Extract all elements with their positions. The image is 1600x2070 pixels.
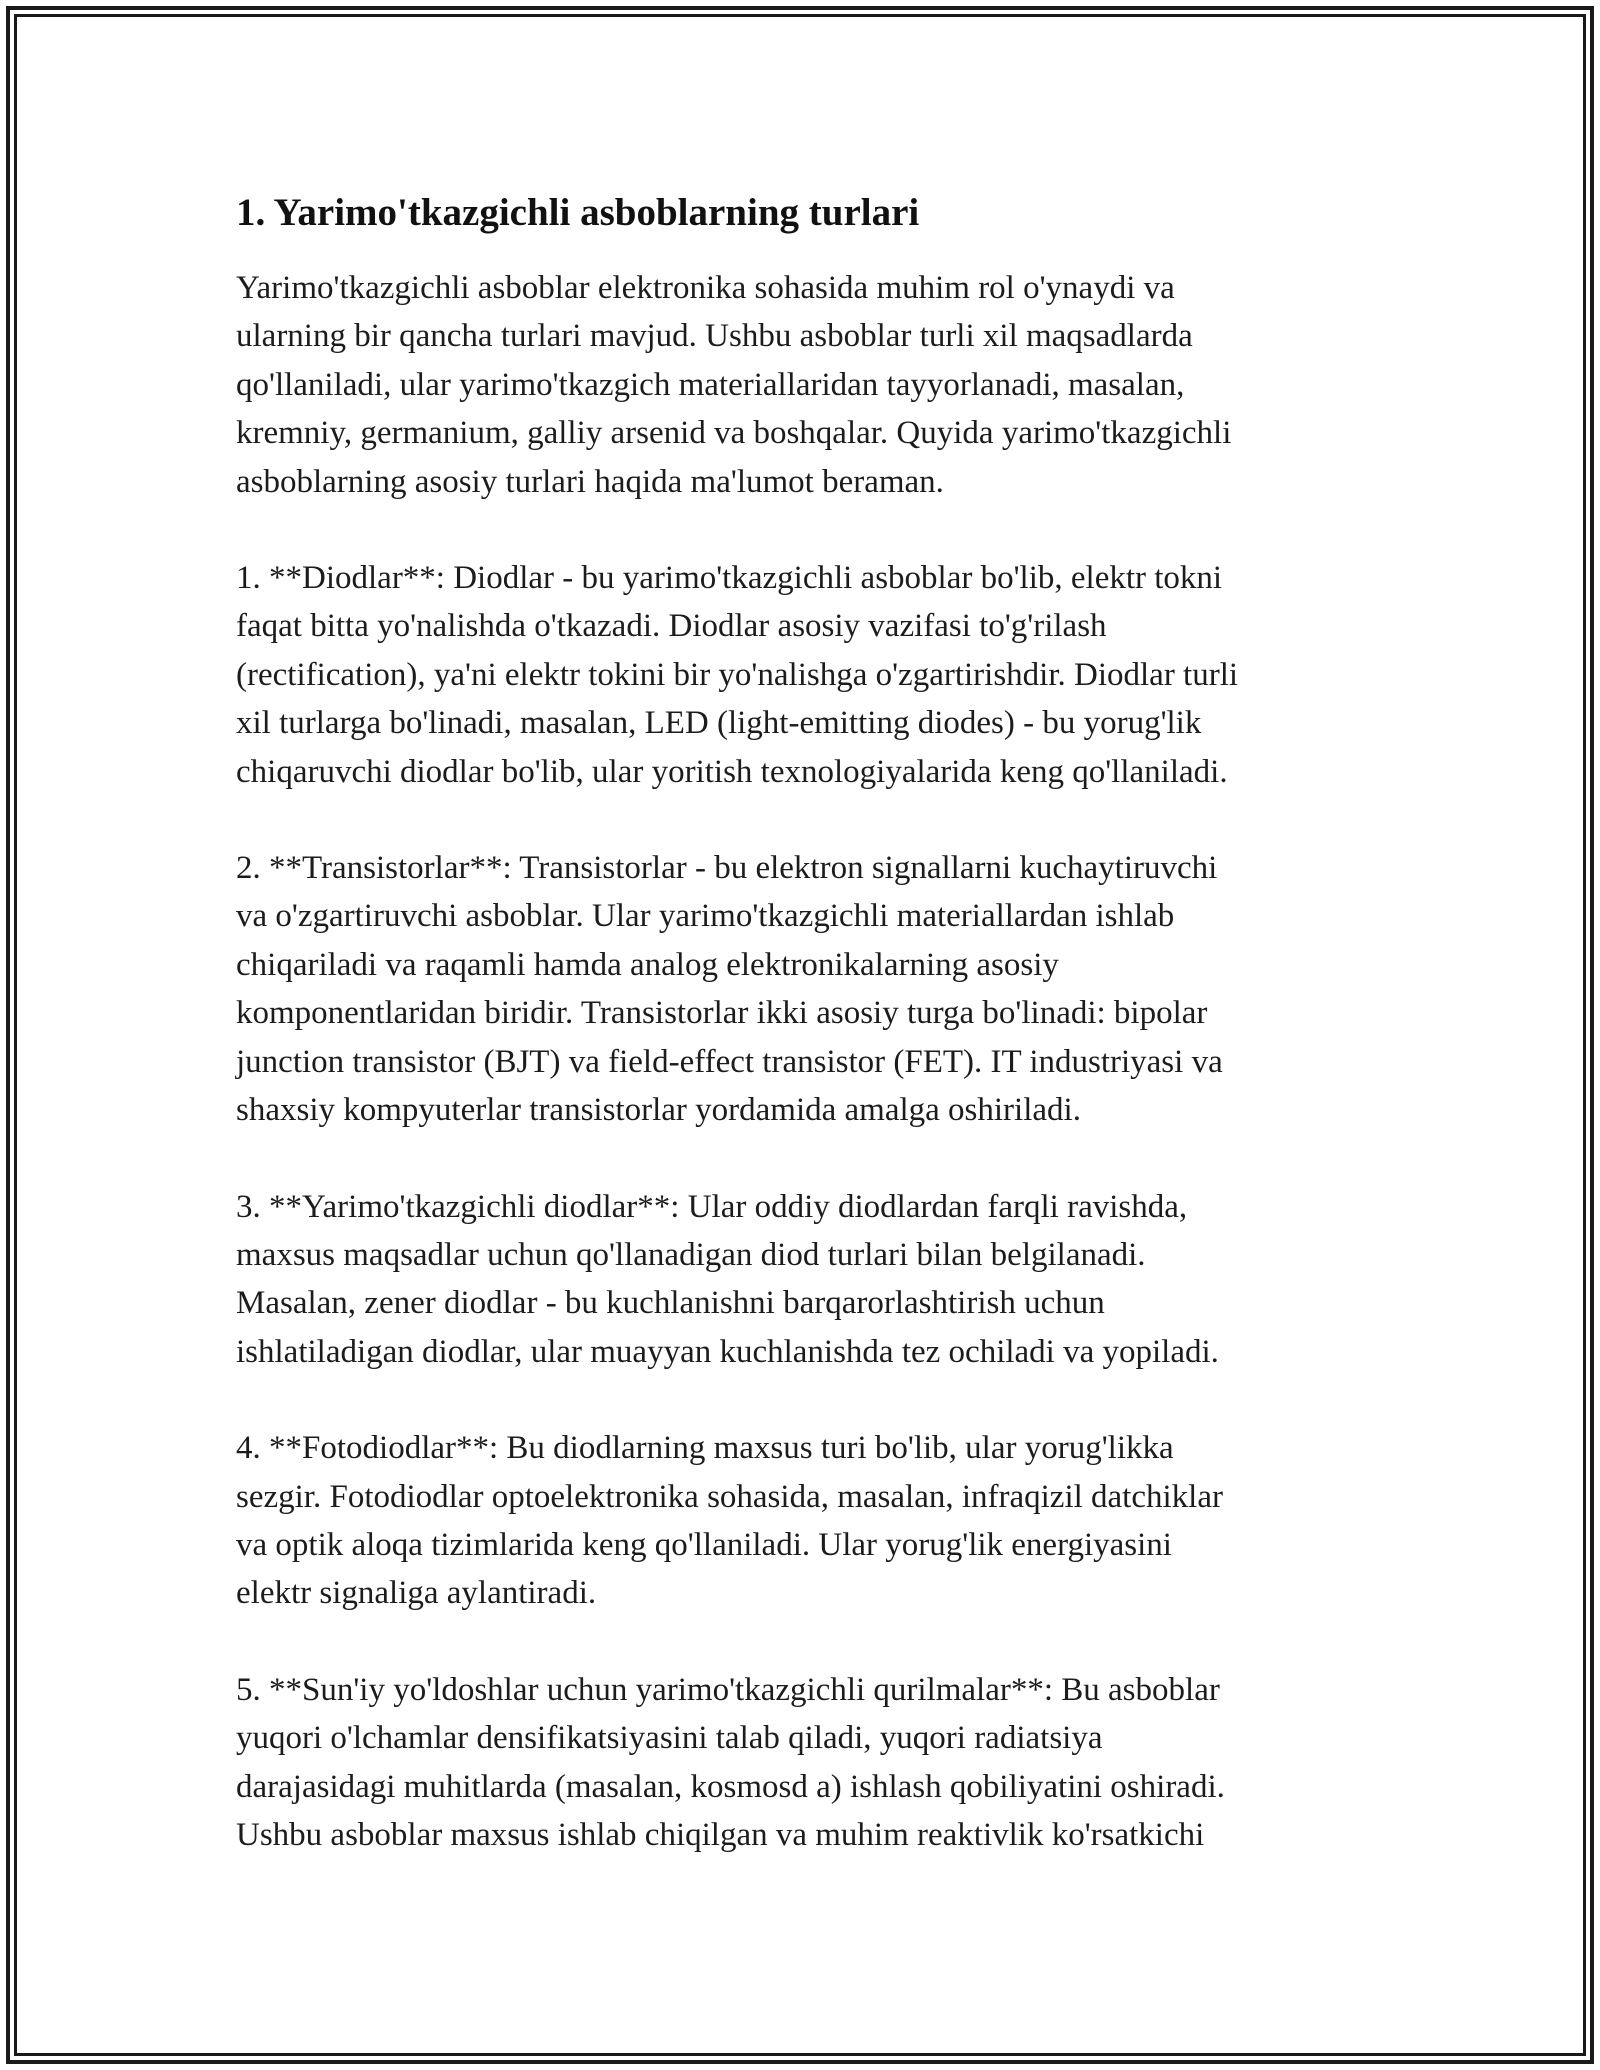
list-item-paragraph	[236, 1424, 1376, 1618]
text-line: junction transistor (BJT) va field-effect transistor (FET). IT industriyasi va	[236, 1043, 1223, 1080]
text-line: 5. **Sun'iy yo'ldoshlar uchun yarimo'tkazgichli qurilmalar**: Bu asboblar	[236, 1671, 1220, 1708]
text-line: elektr signaliga aylantiradi.	[236, 1575, 597, 1612]
text-line: komponentlaridan biridir. Transistorlar ikki asosiy turga bo'linadi: bipolar	[236, 995, 1208, 1032]
document-body	[236, 186, 1376, 1859]
text-line: sezgir. Fotodiodlar optoelektronika sohasida, masalan, infraqizil datchiklar	[236, 1478, 1223, 1515]
text-line: chiqaruvchi diodlar bo'lib, ular yoritish texnologiyalarida keng qo'llaniladi.	[236, 753, 1228, 790]
paragraph-list	[236, 264, 1376, 1859]
text-line: 1. **Diodlar**: Diodlar - bu yarimo'tkazgichli asboblar bo'lib, elektr tokni	[236, 560, 1223, 597]
document-title: 1. Yarimo'tkazgichli asboblarning turlari	[236, 191, 920, 234]
intro-paragraph	[236, 264, 1376, 506]
list-item-paragraph	[236, 1183, 1376, 1377]
text-line: ishlatiladigan diodlar, ular muayyan kuchlanishda tez ochiladi va yopiladi.	[236, 1333, 1219, 1370]
text-line: va o'zgartiruvchi asboblar. Ular yarimo'tkazgichli materiallardan ishlab	[236, 898, 1175, 935]
text-line: yuqori o'lchamlar densifikatsiyasini talab qiladi, yuqori radiatsiya	[236, 1720, 1103, 1757]
text-line: xil turlarga bo'linadi, masalan, LED (light-emitting diodes) - bu yorug'lik	[236, 705, 1202, 742]
text-line: 4. **Fotodiodlar**: Bu diodlarning maxsus turi bo'lib, ular yorug'likka	[236, 1430, 1174, 1467]
text-line: faqat bitta yo'nalishda o'tkazadi. Diodlar asosiy vazifasi to'g'rilash	[236, 608, 1107, 645]
text-line: kremniy, germanium, galliy arsenid va boshqalar. Quyida yarimo'tkazgichli	[236, 415, 1232, 452]
text-line: Ushbu asboblar maxsus ishlab chiqilgan va muhim reaktivlik ko'rsatkichi	[236, 1816, 1205, 1853]
text-line: chiqariladi va raqamli hamda analog elektronikalarning asosiy	[236, 946, 1059, 983]
text-line: (rectification), ya'ni elektr tokini bir yo'nalishga o'zgartirishdir. Diodlar turli	[236, 656, 1239, 693]
text-line: maxsus maqsadlar uchun qo'llanadigan diod turlari bilan belgilanadi.	[236, 1236, 1146, 1273]
text-line: qo'llaniladi, ular yarimo'tkazgich materiallaridan tayyorlanadi, masalan,	[236, 366, 1185, 403]
list-item-paragraph	[236, 844, 1376, 1134]
text-line: ularning bir qancha turlari mavjud. Ushbu asboblar turli xil maqsadlarda	[236, 318, 1193, 355]
list-item-paragraph	[236, 554, 1376, 796]
text-line: Yarimo'tkazgichli asboblar elektronika sohasida muhim rol o'ynaydi va	[236, 270, 1175, 306]
text-line: shaxsiy kompyuterlar transistorlar yordamida amalga oshiriladi.	[236, 1092, 1081, 1129]
text-line: va optik aloqa tizimlarida keng qo'llaniladi. Ular yorug'lik energiyasini	[236, 1526, 1172, 1563]
text-line: asboblarning asosiy turlari haqida ma'lumot beraman.	[236, 463, 944, 500]
list-item-paragraph	[236, 1666, 1376, 1860]
text-line: darajasidagi muhitlarda (masalan, kosmosd a) ishlash qobiliyatini oshiradi.	[236, 1768, 1225, 1805]
text-line: 2. **Transistorlar**: Transistorlar - bu elektron signallarni kuchaytiruvchi	[236, 850, 1218, 887]
text-line: 3. **Yarimo'tkazgichli diodlar**: Ular oddiy diodlardan farqli ravishda,	[236, 1188, 1188, 1225]
text-line: Masalan, zener diodlar - bu kuchlanishni barqarorlashtirish uchun	[236, 1285, 1105, 1322]
